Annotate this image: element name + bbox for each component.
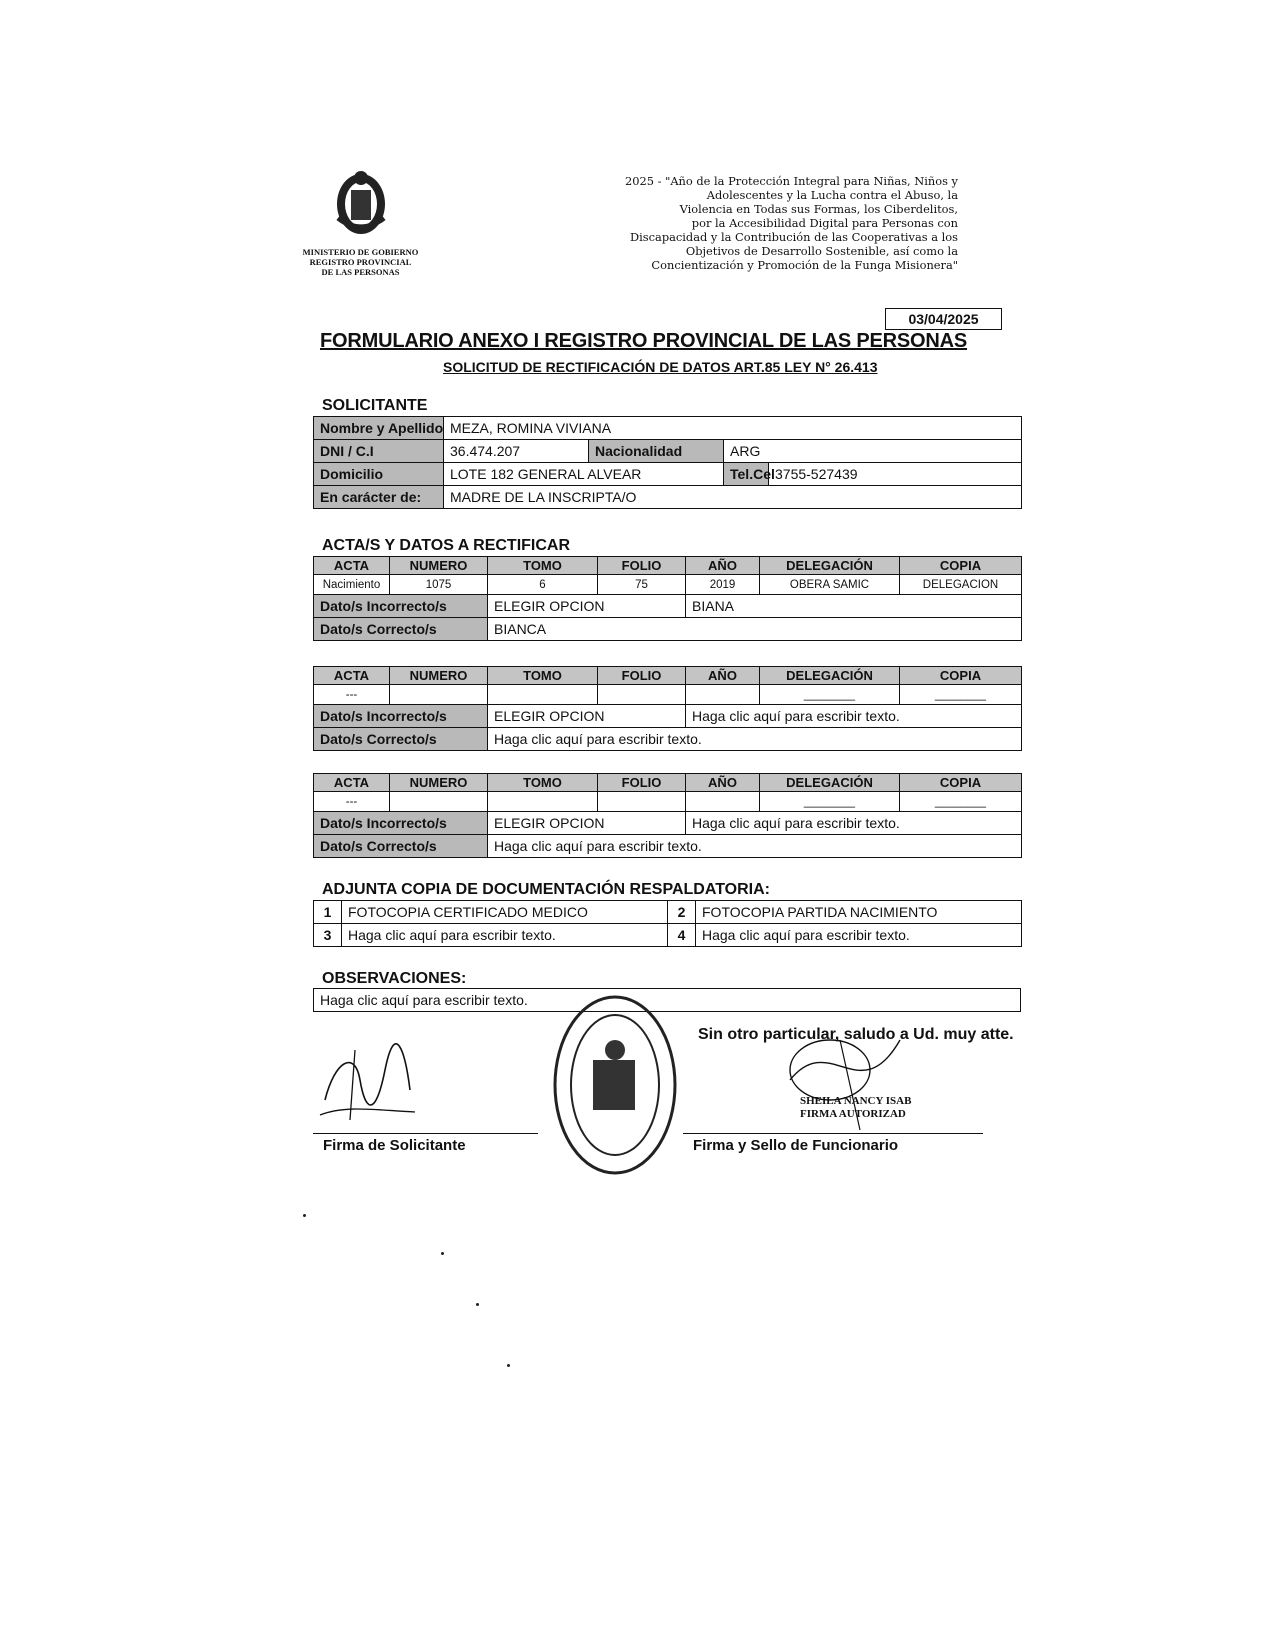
ministry-logo: [288, 168, 433, 277]
anio-cell[interactable]: [686, 792, 760, 812]
motto-line: Objetivos de Desarrollo Sostenible, así como la: [685, 244, 958, 258]
correct-label: Dato/s Correcto/s: [314, 835, 488, 858]
motto-line: por la Accesibilidad Digital para Personas con: [691, 216, 958, 230]
numero-cell[interactable]: [390, 792, 488, 812]
motto-line: Adolescentes y la Lucha contra el Abuso, la: [706, 188, 958, 202]
solicitante-table: [313, 416, 1022, 509]
folio-cell[interactable]: [598, 792, 686, 812]
acta-block-2: [313, 666, 1022, 751]
doc-field[interactable]: Haga clic aquí para escribir texto.: [696, 924, 1022, 947]
col-tomo: TOMO: [488, 774, 598, 792]
scan-speck: [476, 1303, 479, 1306]
col-acta: ACTA: [314, 557, 390, 575]
doc-field[interactable]: Haga clic aquí para escribir texto.: [342, 924, 668, 947]
closing-text: Sin otro particular, saludo a Ud. muy atte.: [698, 1026, 1014, 1043]
year-motto: [598, 174, 958, 272]
col-anio: AÑO: [686, 557, 760, 575]
doc-field[interactable]: FOTOCOPIA CERTIFICADO MEDICO: [342, 901, 668, 924]
domicilio-label: Domicilio: [314, 463, 444, 486]
motto-line: Discapacidad y la Contribución de las Cooperativas a los: [630, 230, 958, 244]
incorrect-data-field[interactable]: BIANA: [686, 595, 1022, 618]
col-acta: ACTA: [314, 774, 390, 792]
scan-speck: [507, 1364, 510, 1367]
col-anio: AÑO: [686, 774, 760, 792]
nacionalidad-label: Nacionalidad: [589, 440, 724, 463]
caracter-label: En carácter de:: [314, 486, 444, 509]
dni-label: DNI / C.I: [314, 440, 444, 463]
col-delegacion: DELEGACIÓN: [760, 667, 900, 685]
col-folio: FOLIO: [598, 774, 686, 792]
applicant-signature-icon: [315, 1040, 425, 1125]
tel-label: Tel.Cel: [724, 463, 769, 486]
tomo-cell[interactable]: 6: [488, 575, 598, 595]
scan-speck: [441, 1252, 444, 1255]
logo-line: DE LAS PERSONAS: [321, 267, 400, 277]
col-folio: FOLIO: [598, 667, 686, 685]
delegacion-cell[interactable]: ________: [760, 685, 900, 705]
doc-number: 4: [668, 924, 696, 947]
province-crest-icon: [326, 168, 396, 238]
applicant-signature-label: Firma de Solicitante: [323, 1137, 466, 1154]
motto-line: Concientización y Promoción de la Funga Misionera": [651, 258, 958, 272]
official-signature-line: [683, 1133, 983, 1134]
acta-block-3: [313, 773, 1022, 858]
official-signature-label: Firma y Sello de Funcionario: [693, 1137, 899, 1154]
col-numero: NUMERO: [390, 557, 488, 575]
adjunta-table: [313, 900, 1022, 947]
logo-line: MINISTERIO DE GOBIERNO: [302, 247, 419, 257]
numero-cell[interactable]: 1075: [390, 575, 488, 595]
seal-line: SHEILA NANCY ISAB: [800, 1095, 912, 1107]
tel-field[interactable]: 3755-527439: [769, 463, 1022, 486]
incorrect-label: Dato/s Incorrecto/s: [314, 595, 488, 618]
incorrect-data-field[interactable]: Haga clic aquí para escribir texto.: [686, 812, 1022, 835]
solicitante-heading: SOLICITANTE: [322, 397, 428, 414]
official-signature-icon: [770, 1020, 970, 1140]
correct-label: Dato/s Correcto/s: [314, 728, 488, 751]
acta-cell[interactable]: Nacimiento: [314, 575, 390, 595]
col-acta: ACTA: [314, 667, 390, 685]
adjunta-heading: ADJUNTA COPIA DE DOCUMENTACIÓN RESPALDATORIA:: [322, 881, 770, 898]
anio-cell[interactable]: [686, 685, 760, 705]
motto-line: 2025 - "Año de la Protección Integral para Niñas, Niños y: [625, 174, 958, 188]
scan-speck: [303, 1214, 306, 1217]
col-numero: NUMERO: [390, 774, 488, 792]
doc-field[interactable]: FOTOCOPIA PARTIDA NACIMIENTO: [696, 901, 1022, 924]
correct-label: Dato/s Correcto/s: [314, 618, 488, 641]
acta-block-1: [313, 556, 1022, 641]
doc-number: 1: [314, 901, 342, 924]
doc-number: 3: [314, 924, 342, 947]
doc-number: 2: [668, 901, 696, 924]
col-anio: AÑO: [686, 667, 760, 685]
incorrect-choice-dropdown[interactable]: ELEGIR OPCION: [488, 705, 686, 728]
form-title: FORMULARIO ANEXO I REGISTRO PROVINCIAL DE LAS PERSONAS: [320, 330, 968, 352]
col-copia: COPIA: [900, 774, 1022, 792]
col-delegacion: DELEGACIÓN: [760, 557, 900, 575]
nombre-label: Nombre y Apellido: [314, 417, 444, 440]
col-copia: COPIA: [900, 667, 1022, 685]
caracter-field[interactable]: MADRE DE LA INSCRIPTA/O: [444, 486, 1022, 509]
correct-data-field[interactable]: Haga clic aquí para escribir texto.: [488, 728, 1022, 751]
copia-cell[interactable]: ________: [900, 685, 1022, 705]
copia-cell[interactable]: DELEGACION: [900, 575, 1022, 595]
official-seal-text: [800, 1095, 911, 1121]
incorrect-choice-dropdown[interactable]: ELEGIR OPCION: [488, 595, 686, 618]
correct-data-field[interactable]: BIANCA: [488, 618, 1022, 641]
incorrect-data-field[interactable]: Haga clic aquí para escribir texto.: [686, 705, 1022, 728]
logo-line: REGISTRO PROVINCIAL: [309, 257, 412, 267]
incorrect-label: Dato/s Incorrecto/s: [314, 812, 488, 835]
copia-cell[interactable]: ________: [900, 792, 1022, 812]
observaciones-heading: OBSERVACIONES:: [322, 970, 467, 987]
form-subtitle: SOLICITUD DE RECTIFICACIÓN DE DATOS ART.85 LEY N° 26.413: [443, 359, 878, 375]
col-folio: FOLIO: [598, 557, 686, 575]
folio-cell[interactable]: 75: [598, 575, 686, 595]
anio-cell[interactable]: 2019: [686, 575, 760, 595]
domicilio-field[interactable]: LOTE 182 GENERAL ALVEAR: [444, 463, 724, 486]
correct-data-field[interactable]: Haga clic aquí para escribir texto.: [488, 835, 1022, 858]
seal-line: FIRMA AUTORIZAD: [800, 1108, 906, 1120]
acta-cell[interactable]: ---: [314, 792, 390, 812]
tomo-cell[interactable]: [488, 685, 598, 705]
actas-heading: ACTA/S Y DATOS A RECTIFICAR: [322, 537, 571, 554]
col-tomo: TOMO: [488, 557, 598, 575]
tomo-cell[interactable]: [488, 792, 598, 812]
official-stamp-icon: [548, 990, 683, 1180]
col-numero: NUMERO: [390, 667, 488, 685]
folio-cell[interactable]: [598, 685, 686, 705]
dni-field[interactable]: 36.474.207: [444, 440, 589, 463]
nacionalidad-field[interactable]: ARG: [724, 440, 1022, 463]
applicant-signature-line: [313, 1133, 538, 1134]
numero-cell[interactable]: [390, 685, 488, 705]
delegacion-cell[interactable]: OBERA SAMIC: [760, 575, 900, 595]
nombre-field[interactable]: MEZA, ROMINA VIVIANA: [444, 417, 1022, 440]
observaciones-field[interactable]: Haga clic aquí para escribir texto.: [314, 989, 1021, 1012]
col-copia: COPIA: [900, 557, 1022, 575]
incorrect-choice-dropdown[interactable]: ELEGIR OPCION: [488, 812, 686, 835]
col-tomo: TOMO: [488, 667, 598, 685]
delegacion-cell[interactable]: ________: [760, 792, 900, 812]
motto-line: Violencia en Todas sus Formas, los Ciberdelitos,: [679, 202, 958, 216]
incorrect-label: Dato/s Incorrecto/s: [314, 705, 488, 728]
acta-cell[interactable]: ---: [314, 685, 390, 705]
date-field[interactable]: 03/04/2025: [885, 308, 1002, 330]
col-delegacion: DELEGACIÓN: [760, 774, 900, 792]
